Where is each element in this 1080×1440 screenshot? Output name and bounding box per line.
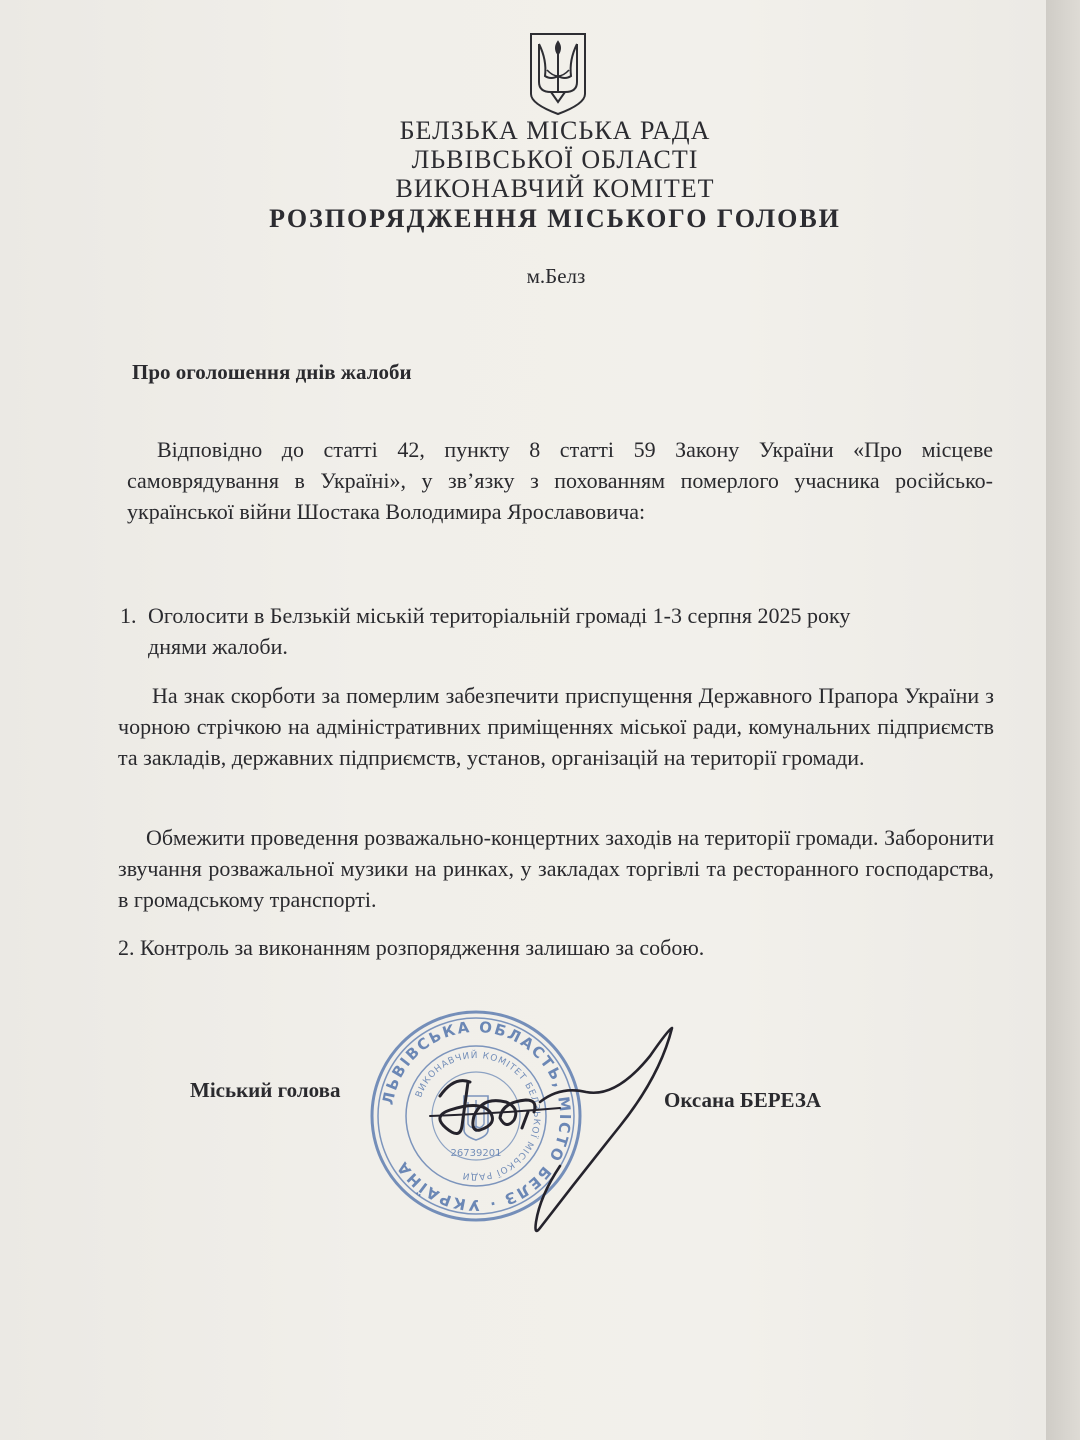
signatory-name: Оксана БЕРЕЗА [664,1088,822,1112]
seal-outer-text: ЛЬВІВСЬКА ОБЛАСТЬ, МІСТО БЕЛЗ · УКРАЇНА [378,1017,575,1215]
seal-code: 26739201 [450,1148,502,1159]
place-of-issue: м.Белз [526,264,586,288]
signatory-title: Міський голова [190,1078,341,1102]
trident-emblem-icon [527,30,589,116]
committee-name: ВИКОНАВЧИЙ КОМІТЕТ [395,174,715,203]
intro-paragraph: Відповідно до статті 42, пункту 8 статті 59 Закону України «Про місцеве самоврядування в Україні», у зв’язку з похованням померлого учасника російсько- української війни Шостака Володимира Ярославовича: [127,437,993,524]
document-subject: Про оголошення днів жалоби [132,360,412,384]
background-edge [1046,0,1080,1440]
council-name: БЕЛЗЬКА МІСЬКА РАДА [399,116,711,145]
flag-paragraph: На знак скорботи за померлим забезпечити приспущення Державного Прапора України з чорною стрічкою на адміністративних приміщеннях міської ради, комунальних підприємств та закладів, державних підприємств, установ, організацій на території громади. [118,683,994,770]
document-type-title: РОЗПОРЯДЖЕННЯ МІСЬКОГО ГОЛОВИ [269,204,841,233]
region-name: ЛЬВІВСЬКОЇ ОБЛАСТІ [411,145,699,174]
item-2-paragraph: 2. Контроль за виконанням розпорядження залишаю за собою. [118,935,705,960]
item-1-line-1: Оголосити в Белзькій міській територіальній громаді 1-3 серпня 2025 року [148,603,851,628]
restrictions-paragraph: Обмежити проведення розважально-концертних заходів на території громади. Заборонити звучання розважальної музики на ринках, у закладах торгівлі та ресторанного господарства, в громадському транспорті. [118,825,994,912]
item-1-number: 1. [120,603,137,628]
seal-inner-text: ВИКОНАВЧИЙ КОМІТЕТ БЕЛЗЬКОЇ МІСЬКОЇ РАДИ [414,1050,542,1182]
item-1-paragraph [120,600,1008,662]
item-1-line-2: днями жалоби. [148,634,288,659]
handwritten-signature [410,1016,700,1246]
